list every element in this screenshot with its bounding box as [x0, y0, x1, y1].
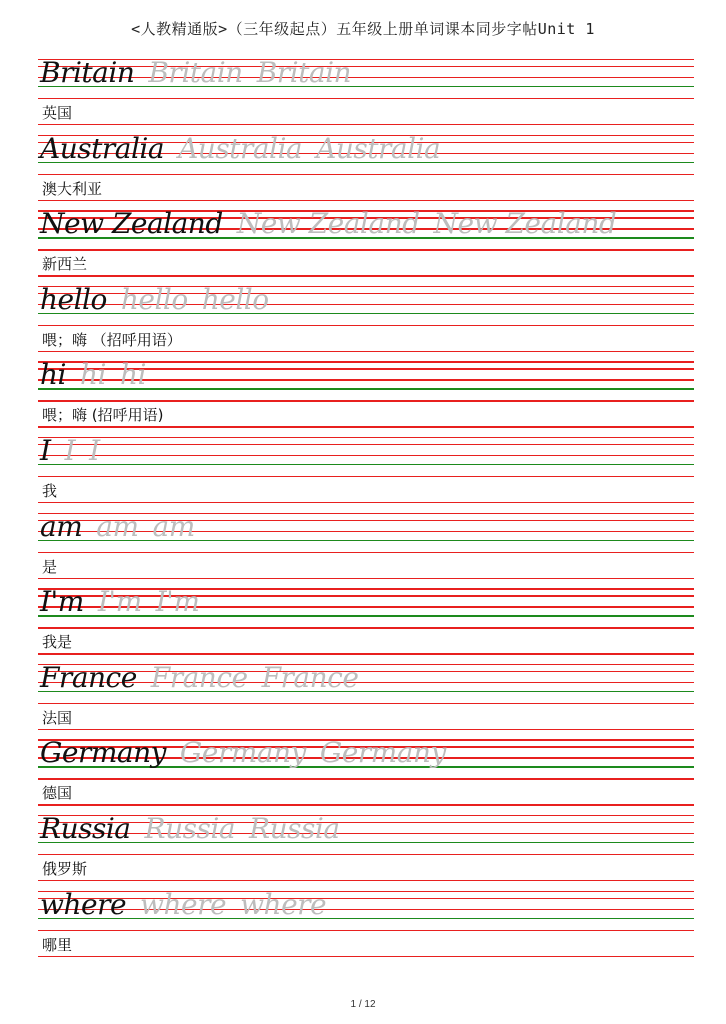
- model-word: Australia: [40, 131, 165, 165]
- trace-word: am: [96, 509, 139, 543]
- trace-word: I: [64, 433, 76, 467]
- chinese-meaning: 德国: [42, 784, 73, 803]
- trace-word: am: [152, 509, 195, 543]
- trace-word: France: [261, 660, 359, 694]
- chinese-meaning: 喂；嗨 （招呼用语）: [42, 330, 182, 349]
- copybook-row: [38, 888, 694, 964]
- model-word: where: [40, 887, 127, 921]
- guide-line: [38, 174, 694, 175]
- model-word: I: [40, 433, 51, 467]
- copybook-row: [38, 661, 694, 737]
- trace-word: New Zealand: [433, 207, 617, 241]
- copybook-row: [38, 132, 694, 208]
- trace-word: Britain: [256, 56, 352, 89]
- separator-line: [38, 578, 694, 579]
- baseline-line: [38, 464, 694, 465]
- model-word: Germany: [40, 736, 166, 770]
- chinese-meaning: 哪里: [42, 935, 73, 954]
- separator-line: [38, 804, 694, 805]
- trace-word: Germany: [319, 736, 446, 770]
- trace-word: I'm: [155, 585, 200, 619]
- trace-word: Britain: [148, 56, 243, 89]
- copybook-row: [38, 56, 694, 132]
- guide-line: [38, 325, 694, 326]
- model-word: hi: [40, 358, 66, 392]
- trace-word: hi: [120, 358, 146, 392]
- separator-line: [38, 956, 694, 957]
- word-line: [40, 433, 100, 469]
- copybook-row: [38, 283, 694, 359]
- guide-line: [38, 437, 694, 438]
- trace-word: Russia: [144, 811, 236, 845]
- copybook-row: [38, 812, 694, 888]
- guide-line: [38, 778, 694, 779]
- guide-line: [38, 400, 694, 401]
- chinese-meaning: 澳大利亚: [42, 179, 103, 198]
- separator-line: [38, 124, 694, 125]
- chinese-meaning: 喂；嗨 (招呼用语): [42, 406, 164, 425]
- chinese-meaning: 俄罗斯: [42, 859, 88, 878]
- separator-line: [38, 426, 694, 427]
- separator-line: [38, 729, 694, 730]
- model-word: am: [40, 509, 83, 543]
- model-word: France: [40, 660, 137, 694]
- guide-line: [38, 854, 694, 855]
- trace-word: where: [240, 887, 327, 921]
- copybook-row: [38, 585, 694, 661]
- copybook-rows: [38, 56, 694, 963]
- separator-line: [38, 275, 694, 276]
- copybook-row: [38, 736, 694, 812]
- word-line: [40, 735, 446, 771]
- model-word: I'm: [40, 585, 84, 619]
- separator-line: [38, 351, 694, 352]
- trace-word: Australia: [178, 131, 303, 165]
- separator-line: [38, 653, 694, 654]
- trace-word: Russia: [249, 811, 340, 845]
- trace-word: hi: [80, 358, 106, 392]
- chinese-meaning: 是: [42, 557, 58, 576]
- guide-line: [38, 444, 694, 445]
- page-title: <人教精通版>（三年级起点）五年级上册单词课本同步字帖Unit 1: [131, 20, 595, 38]
- chinese-meaning: 我是: [42, 633, 73, 652]
- copybook-row: [38, 510, 694, 586]
- model-word: Britain: [40, 56, 135, 89]
- word-line: [40, 887, 326, 923]
- trace-word: hello: [120, 282, 188, 316]
- model-word: Russia: [40, 811, 131, 845]
- word-line: [40, 509, 195, 545]
- copybook-row: [38, 207, 694, 283]
- guide-line: [38, 476, 694, 477]
- separator-line: [38, 502, 694, 503]
- trace-word: I: [89, 433, 100, 467]
- word-line: [40, 357, 146, 393]
- trace-word: New Zealand: [236, 207, 420, 241]
- trace-word: I'm: [97, 585, 142, 619]
- guide-line: [38, 552, 694, 553]
- chinese-meaning: 我: [42, 481, 58, 500]
- chinese-meaning: 法国: [42, 708, 73, 727]
- trace-word: Germany: [179, 736, 306, 770]
- copybook-row: [38, 358, 694, 434]
- trace-word: where: [140, 887, 227, 921]
- trace-word: France: [150, 660, 248, 694]
- word-line: [40, 131, 440, 167]
- trace-word: hello: [201, 282, 269, 316]
- copybook-row: [38, 434, 694, 510]
- word-line: [40, 660, 358, 696]
- trace-word: Australia: [316, 131, 441, 165]
- word-line: [40, 206, 616, 242]
- word-line: [40, 55, 351, 91]
- guide-line: [38, 249, 694, 250]
- guide-line: [38, 703, 694, 704]
- model-word: hello: [40, 282, 107, 316]
- model-word: New Zealand: [40, 207, 223, 241]
- guide-lines: [38, 434, 694, 478]
- word-line: [40, 282, 269, 318]
- chinese-meaning: 新西兰: [42, 255, 88, 274]
- separator-line: [38, 880, 694, 881]
- guide-line: [38, 455, 694, 456]
- guide-line: [38, 627, 694, 628]
- guide-line: [38, 930, 694, 931]
- word-line: [40, 584, 199, 620]
- separator-line: [38, 200, 694, 201]
- page-number: 1 / 12: [350, 999, 376, 1010]
- guide-line: [38, 98, 694, 99]
- word-line: [40, 811, 340, 847]
- chinese-meaning: 英国: [42, 104, 73, 122]
